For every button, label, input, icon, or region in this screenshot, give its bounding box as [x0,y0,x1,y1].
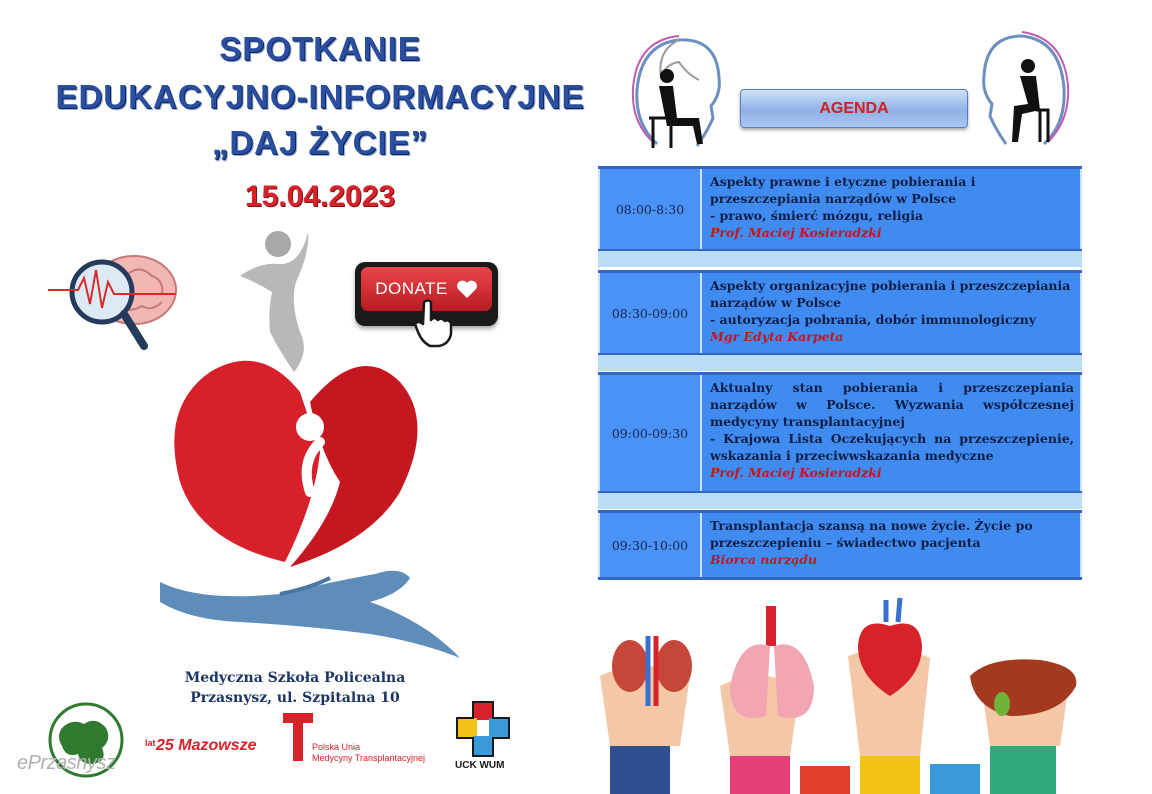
hands-with-organs-illustration [590,596,1090,794]
mazowsze-prefix: lat [145,738,156,748]
agenda-detail: - Krajowa Lista Oczekujących na przeszczepienie, wskazania i przeciwwskazania medyczne [710,431,1074,463]
donate-label: DONATE [375,279,448,298]
agenda-detail: - autoryzacja pobrania, dobór immunologiczny [710,312,1037,327]
agenda-divider [598,251,1082,267]
agenda-body [702,375,1082,491]
agenda-time: 08:00-8:30 [598,169,702,249]
thinking-person-left-illustration [627,34,723,152]
pumt-line-2: Medycyny Transplantacyjnej [312,753,426,763]
title-line-1: SPOTKANIE [219,30,421,67]
uck-wum-logo-mark [455,700,511,758]
agenda-speaker: Prof. Maciej Kosieradzki [710,225,882,240]
title-line-3: „DAJ ŻYCIE” [211,124,429,161]
agenda-item-2 [598,270,1082,356]
agenda-speaker: Biorca narządu [710,552,818,567]
agenda-item-1 [598,166,1082,252]
agenda-title: Aspekty prawne i etyczne pobierania i przeszczepiania narządów w Polsce [710,174,976,206]
agenda-divider [598,355,1082,371]
agenda-body [702,169,1082,249]
pumt-line-1: Polska Unia [312,742,361,752]
agenda-body [702,273,1082,353]
agenda-speaker: Mgr Edyta Karpeta [710,329,844,344]
pumt-logo-mark [283,713,299,763]
agenda-title: Aktualny stan pobierania i przeszczepiania narządów w Polsce. Wyzwania współczesnej medycyny transplantacyjnej [710,380,1074,429]
agenda-time: 09:30-10:00 [598,513,702,577]
mazowsze-logo: 25 Mazowsze [156,737,257,754]
agenda-speaker: Prof. Maciej Kosieradzki [710,465,882,480]
agenda-detail: - prawo, śmierć mózgu, religia [710,208,924,223]
heart-hand-illustration [160,222,470,660]
title-line-2: EDUKACYJNO-INFORMACYJNE [55,78,585,115]
agenda-item-4 [598,510,1082,580]
agenda-time: 08:30-09:00 [598,273,702,353]
thinking-person-right-illustration [978,30,1074,152]
agenda-divider [598,493,1082,509]
agenda-time: 09:00-09:30 [598,375,702,491]
agenda-button[interactable]: AGENDA [740,89,968,128]
watermark-text: ePrzasnysz [17,752,116,774]
venue-line-1: Medyczna Szkoła Policealna [184,670,406,686]
agenda-title: Aspekty organizacyjne pobierania i przeszczepiania narządów w Polsce [710,278,1071,310]
venue-line-2: Przasnysz, ul. Szpitalna 10 [190,690,400,706]
venue-block [150,668,440,708]
agenda-item-3 [598,372,1082,494]
agenda-body [702,513,1082,577]
agenda-title: Transplantacja szansą na nowe życie. Życie po przeszczepieniu – świadectwo pacjenta [710,518,1033,550]
uck-wum-label: UCK WUM [455,760,505,771]
pumt-logo-text [312,742,425,764]
event-date: 15.04.2023 [244,180,396,213]
